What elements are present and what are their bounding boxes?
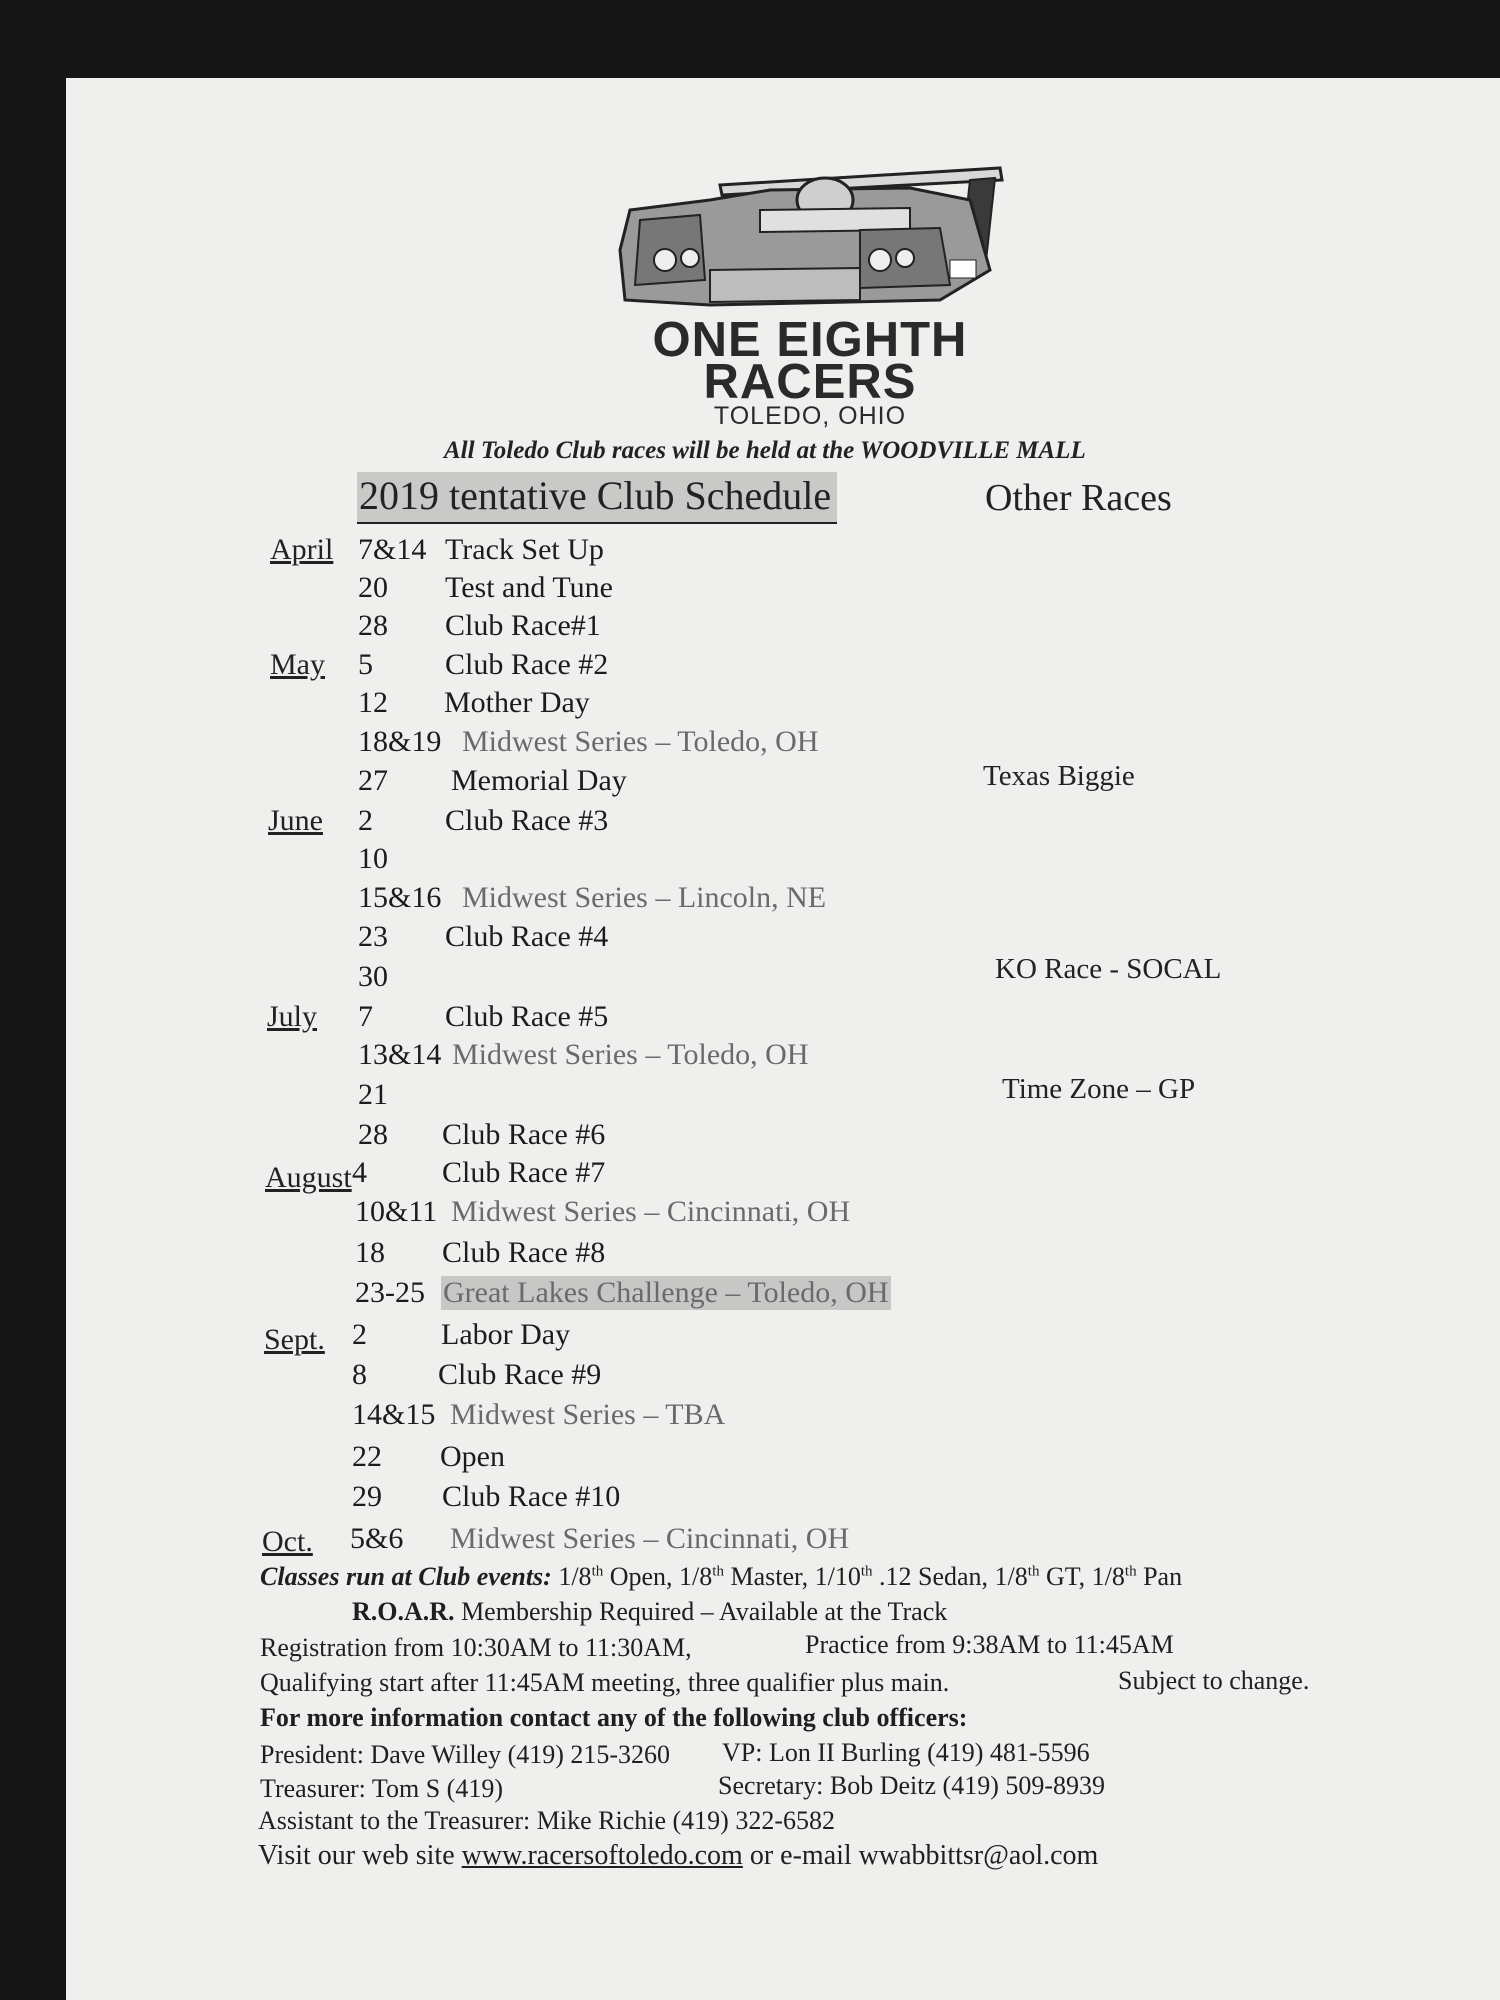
month-oct: Oct. — [262, 1525, 313, 1558]
month-august: August — [265, 1161, 352, 1194]
contact-heading: For more information contact any of the following club officers: — [260, 1703, 968, 1732]
row-event: Midwest Series – Lincoln, NE — [462, 881, 827, 914]
visit-line — [258, 1840, 1098, 1872]
class-text: Pan — [1136, 1562, 1183, 1591]
row-event: Labor Day — [441, 1318, 571, 1351]
assistant-text: Assistant to the Treasurer: Mike Richie (419) 322-6582 — [258, 1806, 835, 1835]
row-day: 18 — [355, 1236, 385, 1269]
row-day: 30 — [358, 960, 388, 993]
row-event: Club Race#1 — [445, 609, 601, 642]
email-text: or e-mail wwabbittsr@aol.com — [742, 1840, 1099, 1871]
row-event: Midwest Series – Toledo, OH — [452, 1038, 809, 1071]
qualifying-text: Qualifying start after 11:45AM meeting, three qualifier plus main. — [260, 1668, 950, 1697]
classes-line — [260, 1562, 1182, 1592]
race-car-logo — [610, 160, 1050, 310]
row-event: Club Race #8 — [442, 1236, 606, 1269]
row-day: 10&11 — [355, 1195, 438, 1228]
website-link[interactable]: www.racersoftoledo.com — [461, 1840, 743, 1871]
row-day: 21 — [358, 1078, 388, 1111]
secretary-text: Secretary: Bob Deitz (419) 509-8939 — [718, 1771, 1106, 1800]
row-event: Midwest Series – Toledo, OH — [462, 725, 819, 758]
row-event: Club Race #6 — [442, 1118, 606, 1151]
row-day: 28 — [358, 1118, 388, 1151]
row-day: 18&19 — [358, 725, 442, 758]
row-event: Club Race #10 — [442, 1480, 621, 1513]
class-sup: th — [1124, 1563, 1137, 1580]
class-sup: th — [1027, 1563, 1040, 1580]
row-event: Open — [440, 1440, 505, 1473]
treasurer-text: Treasurer: Tom S (419) — [260, 1774, 504, 1803]
class-sup: th — [712, 1563, 724, 1580]
row-day: 23-25 — [355, 1276, 425, 1309]
roar-line — [352, 1597, 947, 1627]
roar-text: Membership Required – Available at the Track — [454, 1597, 948, 1626]
month-sept: Sept. — [264, 1323, 325, 1356]
row-event: Midwest Series – Cincinnati, OH — [450, 1522, 850, 1555]
row-event: Club Race #4 — [445, 920, 609, 953]
row-event: Club Race #7 — [442, 1156, 606, 1189]
row-event: Memorial Day — [451, 764, 627, 797]
row-day: 7 — [358, 1000, 373, 1033]
row-day: 22 — [352, 1440, 382, 1473]
row-event: Midwest Series – Cincinnati, OH — [451, 1195, 851, 1228]
other-races-title: Other Races — [985, 477, 1172, 519]
class-text: 1/8 — [558, 1562, 592, 1591]
month-april: April — [270, 533, 334, 566]
vp-text: VP: Lon II Burling (419) 481-5596 — [722, 1738, 1090, 1767]
class-text: Open, 1/8 — [603, 1562, 713, 1591]
row-day: 15&16 — [358, 881, 442, 914]
logo-title-line2: RACERS — [703, 355, 917, 409]
row-day: 28 — [358, 609, 388, 642]
row-event: Club Race #5 — [445, 1000, 609, 1033]
registration-text: Registration from 10:30AM to 11:30AM, — [260, 1633, 692, 1662]
row-day: 29 — [352, 1480, 382, 1513]
row-day: 12 — [358, 686, 388, 719]
practice-text: Practice from 9:38AM to 11:45AM — [805, 1630, 1174, 1659]
row-day: 8 — [352, 1358, 367, 1391]
logo-city: TOLEDO, OHIO — [713, 402, 907, 430]
row-event: Test and Tune — [445, 571, 613, 604]
row-event: Club Race #2 — [445, 648, 609, 681]
visit-text: Visit our web site — [258, 1840, 462, 1871]
other-race: Time Zone – GP — [1002, 1073, 1196, 1105]
row-day: 5&6 — [350, 1522, 404, 1555]
row-day: 10 — [358, 842, 388, 875]
row-event: Mother Day — [444, 686, 590, 719]
logo-title-line1: ONE EIGHTH — [652, 313, 968, 367]
row-day: 2 — [358, 804, 373, 837]
row-day: 23 — [358, 920, 388, 953]
other-race: Texas Biggie — [983, 760, 1135, 792]
month-may: May — [270, 648, 325, 681]
row-day: 14&15 — [352, 1398, 436, 1431]
president-text: President: Dave Willey (419) 215-3260 — [260, 1740, 671, 1769]
class-sup: th — [591, 1563, 604, 1580]
row-day: 20 — [358, 571, 388, 604]
other-race: KO Race - SOCAL — [995, 953, 1222, 985]
row-event: Club Race #3 — [445, 804, 609, 837]
month-july: July — [267, 1000, 318, 1033]
class-text: GT, 1/8 — [1039, 1562, 1125, 1591]
classes-label: Classes run at Club events: — [260, 1562, 552, 1591]
class-sup: th — [860, 1563, 873, 1580]
class-text: .12 Sedan, 1/8 — [872, 1562, 1028, 1591]
row-day: 2 — [352, 1318, 367, 1351]
row-event: Great Lakes Challenge – Toledo, OH — [443, 1276, 889, 1309]
roar-label: R.O.A.R. — [352, 1597, 455, 1626]
venue-note: All Toledo Club races will be held at the WOODVILLE MALL — [444, 437, 1086, 464]
row-event: Track Set Up — [445, 533, 604, 566]
row-day: 27 — [358, 764, 388, 797]
row-event: Club Race #9 — [438, 1358, 602, 1391]
row-day: 5 — [358, 648, 373, 681]
class-text: Master, 1/10 — [723, 1562, 861, 1591]
row-day: 4 — [352, 1156, 367, 1189]
row-event: Midwest Series – TBA — [450, 1398, 726, 1431]
schedule-title: 2019 tentative Club Schedule — [357, 472, 837, 524]
month-june: June — [268, 804, 323, 837]
row-day: 13&14 — [358, 1038, 442, 1071]
row-day: 7&14 — [358, 533, 427, 566]
subject-text: Subject to change. — [1118, 1666, 1310, 1695]
